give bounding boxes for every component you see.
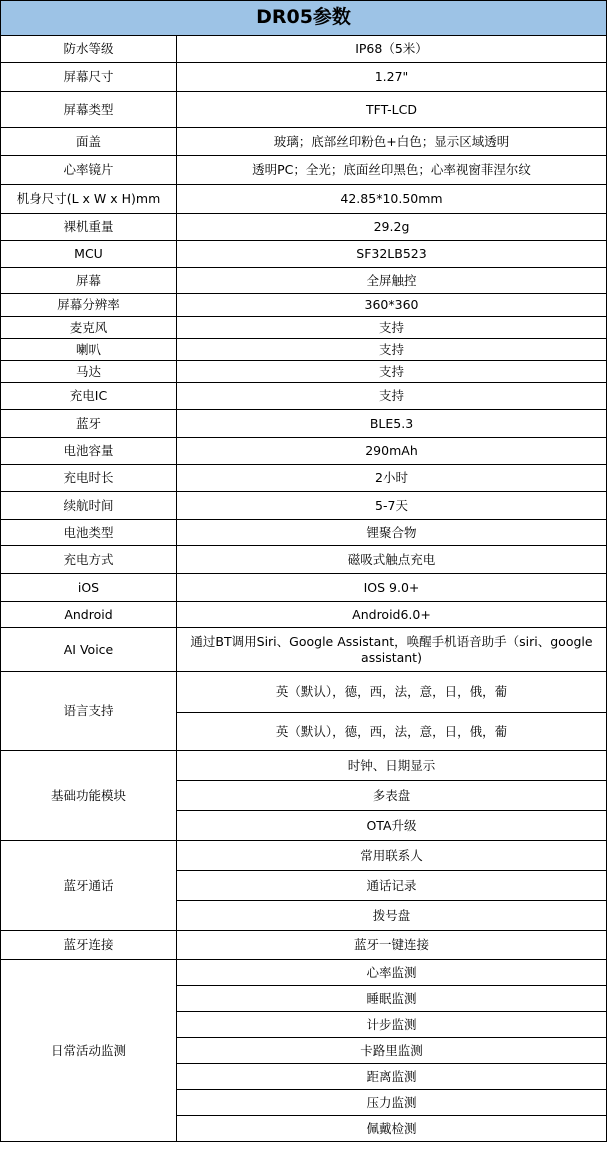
table-row xyxy=(1,339,607,361)
spec-label: 电池类型 xyxy=(1,520,177,546)
spec-label: 屏幕分辨率 xyxy=(1,294,177,317)
table-row xyxy=(1,36,607,63)
spec-value: 距离监测 xyxy=(177,1064,607,1090)
spec-value: 常用联系人 xyxy=(177,841,607,871)
table-title: DR05参数 xyxy=(1,1,607,36)
spec-value: SF32LB523 xyxy=(177,241,607,268)
spec-value: 压力监测 xyxy=(177,1090,607,1116)
title-row xyxy=(1,1,607,36)
spec-value: 通过BT调用Siri、Google Assistant，唤醒手机语音助手（siri、google assistant) xyxy=(177,628,607,672)
spec-value: 290mAh xyxy=(177,438,607,465)
spec-value: 360*360 xyxy=(177,294,607,317)
table-row xyxy=(1,361,607,383)
spec-label: 面盖 xyxy=(1,128,177,156)
spec-value: 心率监测 xyxy=(177,960,607,986)
spec-label: 屏幕 xyxy=(1,268,177,294)
table-row xyxy=(1,214,607,241)
spec-label: 充电时长 xyxy=(1,465,177,492)
table-row xyxy=(1,628,607,672)
spec-label: 屏幕类型 xyxy=(1,92,177,128)
spec-value: 时钟、日期显示 xyxy=(177,751,607,781)
spec-label: 语言支持 xyxy=(1,672,177,751)
spec-value: IOS 9.0+ xyxy=(177,574,607,602)
spec-label: AI Voice xyxy=(1,628,177,672)
table-row xyxy=(1,438,607,465)
table-row xyxy=(1,241,607,268)
spec-label: 充电方式 xyxy=(1,546,177,574)
spec-value: 2小时 xyxy=(177,465,607,492)
spec-value: 计步监测 xyxy=(177,1012,607,1038)
table-row xyxy=(1,546,607,574)
spec-value: 42.85*10.50mm xyxy=(177,185,607,214)
spec-value: 蓝牙一键连接 xyxy=(177,931,607,960)
spec-value: 佩戴检测 xyxy=(177,1116,607,1142)
spec-value: 卡路里监测 xyxy=(177,1038,607,1064)
spec-value: 磁吸式触点充电 xyxy=(177,546,607,574)
spec-label: MCU xyxy=(1,241,177,268)
table-row xyxy=(1,520,607,546)
spec-label: 麦克风 xyxy=(1,317,177,339)
spec-value: 1.27" xyxy=(177,63,607,92)
spec-value: 全屏触控 xyxy=(177,268,607,294)
spec-label: 基础功能模块 xyxy=(1,751,177,841)
spec-label: 电池容量 xyxy=(1,438,177,465)
table-row xyxy=(1,931,607,960)
spec-value: 睡眠监测 xyxy=(177,986,607,1012)
table-row xyxy=(1,574,607,602)
spec-value: 支持 xyxy=(177,339,607,361)
spec-value: 通话记录 xyxy=(177,871,607,901)
table-row xyxy=(1,602,607,628)
table-row xyxy=(1,294,607,317)
spec-value: 锂聚合物 xyxy=(177,520,607,546)
spec-label: 蓝牙连接 xyxy=(1,931,177,960)
spec-label: 日常活动监测 xyxy=(1,960,177,1142)
table-row xyxy=(1,383,607,410)
spec-label: 喇叭 xyxy=(1,339,177,361)
table-row xyxy=(1,92,607,128)
spec-label: 蓝牙通话 xyxy=(1,841,177,931)
table-row xyxy=(1,156,607,185)
spec-value: OTA升级 xyxy=(177,811,607,841)
spec-label: 防水等级 xyxy=(1,36,177,63)
spec-value: 29.2g xyxy=(177,214,607,241)
spec-label: Android xyxy=(1,602,177,628)
table-row xyxy=(1,410,607,438)
spec-value: 5-7天 xyxy=(177,492,607,520)
spec-label: 机身尺寸(L x W x H)mm xyxy=(1,185,177,214)
spec-label: 屏幕尺寸 xyxy=(1,63,177,92)
spec-value: 支持 xyxy=(177,317,607,339)
spec-value: 支持 xyxy=(177,383,607,410)
spec-value: TFT-LCD xyxy=(177,92,607,128)
table-row xyxy=(1,185,607,214)
spec-label: 裸机重量 xyxy=(1,214,177,241)
spec-value: IP68（5米） xyxy=(177,36,607,63)
table-row xyxy=(1,268,607,294)
spec-label: iOS xyxy=(1,574,177,602)
spec-value: BLE5.3 xyxy=(177,410,607,438)
spec-value: 多表盘 xyxy=(177,781,607,811)
spec-value: 支持 xyxy=(177,361,607,383)
table-row xyxy=(1,841,607,871)
spec-value: Android6.0+ xyxy=(177,602,607,628)
spec-value: 拨号盘 xyxy=(177,901,607,931)
table-row xyxy=(1,465,607,492)
table-row xyxy=(1,672,607,713)
spec-value: 英（默认），德，西，法，意，日，俄，葡 xyxy=(177,672,607,713)
spec-value: 玻璃；底部丝印粉色+白色；显示区域透明 xyxy=(177,128,607,156)
spec-label: 马达 xyxy=(1,361,177,383)
spec-value: 透明PC；全光；底面丝印黑色；心率视窗菲涅尔纹 xyxy=(177,156,607,185)
table-row xyxy=(1,128,607,156)
spec-label: 蓝牙 xyxy=(1,410,177,438)
spec-label: 心率镜片 xyxy=(1,156,177,185)
table-row xyxy=(1,492,607,520)
spec-value: 英（默认），德，西，法，意，日，俄，葡 xyxy=(177,713,607,751)
spec-label: 充电IC xyxy=(1,383,177,410)
spec-label: 续航时间 xyxy=(1,492,177,520)
table-row xyxy=(1,317,607,339)
table-row xyxy=(1,63,607,92)
table-row xyxy=(1,960,607,986)
table-row xyxy=(1,751,607,781)
